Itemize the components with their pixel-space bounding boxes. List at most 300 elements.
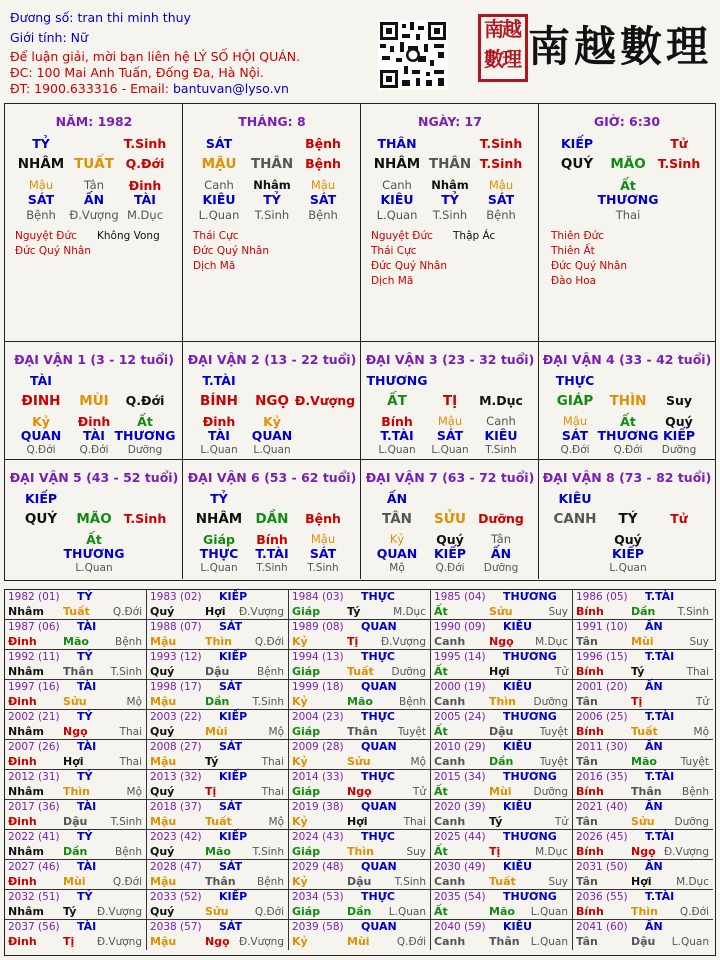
year-branch: Hợi bbox=[489, 665, 510, 678]
stem: NHÂM bbox=[373, 156, 421, 172]
year-stem: Quý bbox=[150, 785, 175, 798]
year-stem: Đinh bbox=[8, 935, 37, 948]
hidden-god: SÁT bbox=[309, 546, 337, 561]
hidden-phase: Dưỡng bbox=[661, 444, 697, 456]
hidden-god: KIÊU bbox=[202, 192, 236, 207]
stem-phase: T.Sinh bbox=[123, 136, 167, 151]
year-stem: Kỷ bbox=[292, 635, 308, 648]
year-phase: Mộ bbox=[268, 726, 284, 738]
year-branch: Sửu bbox=[631, 815, 655, 828]
year-phase: Tuyệt bbox=[397, 726, 426, 738]
year-label: 1993 (12) bbox=[150, 651, 202, 663]
hidden-stem: Bính bbox=[256, 532, 288, 547]
year-stem: Quý bbox=[150, 725, 175, 738]
year-branch: Ngọ bbox=[631, 845, 656, 858]
hidden-stem: Quý bbox=[614, 532, 642, 547]
hidden-phase: Q.Đới bbox=[435, 562, 465, 574]
year-stem: Đinh bbox=[8, 875, 37, 888]
hidden-phase: L.Quan bbox=[253, 444, 291, 456]
branch-phase: T.Sinh bbox=[657, 156, 701, 171]
year-branch: Dậu bbox=[205, 665, 230, 678]
year-phase: L.Quan bbox=[530, 936, 568, 948]
year-branch: Sửu bbox=[489, 605, 513, 618]
year-label: 2023 (42) bbox=[150, 831, 202, 843]
year-god: TỶ bbox=[77, 650, 93, 663]
year-branch: Thìn bbox=[631, 905, 658, 918]
hidden-god: TÀI bbox=[134, 192, 156, 207]
year-phase: Thai bbox=[261, 786, 284, 798]
year-stem: Đinh bbox=[8, 815, 37, 828]
hidden-stem: Đinh bbox=[128, 178, 162, 193]
year-label: 1990 (09) bbox=[434, 621, 486, 633]
hidden-phase: L.Quan bbox=[200, 444, 238, 456]
year-cell bbox=[147, 590, 289, 620]
year-stem: Bính bbox=[576, 845, 604, 858]
branch-phase: Dưỡng bbox=[478, 511, 524, 526]
year-god: ẤN bbox=[645, 920, 663, 933]
year-cell bbox=[573, 590, 713, 620]
hidden-god: ẤN bbox=[83, 192, 105, 207]
year-label: 2032 (51) bbox=[8, 891, 60, 903]
year-phase: Q.Đới bbox=[254, 636, 284, 648]
year-phase: Thai bbox=[119, 756, 142, 768]
year-god: KIẾP bbox=[219, 590, 248, 603]
dai-van-8 bbox=[539, 460, 715, 579]
chart-grid bbox=[4, 103, 716, 581]
year-cell bbox=[573, 830, 713, 860]
year-label: 1988 (07) bbox=[150, 621, 202, 633]
year-god: THỰC bbox=[361, 830, 395, 843]
year-branch: Sửu bbox=[347, 755, 371, 768]
star-note: Đức Quý Nhân bbox=[551, 260, 627, 272]
year-branch: Mão bbox=[63, 635, 89, 648]
year-phase: Dưỡng bbox=[391, 666, 426, 678]
year-branch: Tị bbox=[347, 635, 359, 648]
year-label: 2005 (24) bbox=[434, 711, 486, 723]
year-stem: Nhâm bbox=[8, 845, 44, 858]
year-label: 1998 (17) bbox=[150, 681, 202, 693]
hidden-stem: Canh bbox=[486, 414, 516, 428]
hidden-god: THƯƠNG bbox=[114, 428, 176, 443]
year-cell bbox=[289, 620, 431, 650]
year-god: QUAN bbox=[361, 860, 397, 873]
year-cell bbox=[431, 650, 573, 680]
year-god: ẤN bbox=[645, 800, 663, 813]
year-god: T.TÀI bbox=[645, 590, 675, 603]
year-label: 2030 (49) bbox=[434, 861, 486, 873]
dai-van-7 bbox=[361, 460, 539, 579]
year-branch: Mùi bbox=[347, 935, 370, 948]
year-branch: Mão bbox=[347, 695, 373, 708]
year-cell bbox=[147, 890, 289, 920]
year-cell bbox=[147, 680, 289, 710]
year-cell bbox=[147, 650, 289, 680]
year-branch: Thân bbox=[631, 785, 662, 798]
year-label: 2019 (38) bbox=[292, 801, 344, 813]
year-god: QUAN bbox=[361, 800, 397, 813]
year-phase: Dưỡng bbox=[533, 696, 568, 708]
branch-phase: M.Dục bbox=[479, 393, 523, 408]
hidden-phase: Q.Đới bbox=[613, 444, 643, 456]
year-cell bbox=[5, 710, 147, 740]
year-stem: Giáp bbox=[292, 605, 321, 618]
year-branch: Dần bbox=[347, 905, 372, 918]
hidden-god: TỶ bbox=[441, 192, 459, 207]
year-cell bbox=[289, 680, 431, 710]
dai-van-6 bbox=[183, 460, 361, 579]
hidden-phase: Thai bbox=[615, 208, 641, 222]
annual-luck-table bbox=[4, 589, 716, 956]
year-label: 2040 (59) bbox=[434, 921, 486, 933]
year-phase: Thai bbox=[686, 666, 709, 678]
year-cell bbox=[147, 770, 289, 800]
hidden-phase: M.Dục bbox=[126, 208, 164, 222]
dai-van-3 bbox=[361, 342, 539, 460]
star-note: Nguyệt Đức bbox=[15, 230, 77, 242]
year-god: THƯƠNG bbox=[503, 830, 557, 843]
stem-god: THƯƠNG bbox=[366, 373, 428, 388]
year-stem: Bính bbox=[576, 725, 604, 738]
year-god: THỰC bbox=[361, 890, 395, 903]
branch: MÃO bbox=[610, 156, 646, 172]
year-god: KIẾP bbox=[219, 890, 248, 903]
year-cell bbox=[431, 920, 573, 950]
year-phase: T.Sinh bbox=[110, 816, 142, 828]
year-phase: L.Quan bbox=[671, 936, 709, 948]
year-god: SÁT bbox=[219, 680, 243, 693]
year-label: 2033 (52) bbox=[150, 891, 202, 903]
year-god: KIẾP bbox=[219, 830, 248, 843]
hidden-god: TÀI bbox=[208, 428, 230, 443]
year-phase: Bệnh bbox=[115, 846, 142, 858]
year-god: KIÊU bbox=[503, 740, 533, 753]
hidden-god: SÁT bbox=[487, 192, 515, 207]
year-god: T.TÀI bbox=[645, 890, 675, 903]
hidden-stem: Canh bbox=[382, 178, 412, 192]
year-phase: Q.Đới bbox=[254, 906, 284, 918]
year-branch: Thìn bbox=[205, 635, 232, 648]
owner-line: Đương số: tran thi minh thuy bbox=[10, 10, 191, 25]
dai-van-title: ĐẠI VẬN 6 (53 - 62 tuổi) bbox=[187, 470, 357, 485]
year-label: 2011 (30) bbox=[576, 741, 628, 753]
year-god: KIẾP bbox=[219, 710, 248, 723]
year-cell bbox=[573, 860, 713, 890]
branch-phase: Đ.Vượng bbox=[294, 393, 356, 408]
hidden-god: QUAN bbox=[376, 546, 418, 561]
pillar-year bbox=[5, 104, 183, 342]
year-cell bbox=[573, 740, 713, 770]
year-stem: Nhâm bbox=[8, 785, 44, 798]
year-label: 2028 (47) bbox=[150, 861, 202, 873]
year-stem: Giáp bbox=[292, 785, 321, 798]
year-stem: Tân bbox=[576, 935, 598, 948]
year-god: THỰC bbox=[361, 770, 395, 783]
stem: ĐINH bbox=[21, 393, 61, 409]
hidden-stem: Giáp bbox=[203, 532, 235, 547]
branch-phase: Suy bbox=[665, 393, 693, 408]
year-cell bbox=[147, 860, 289, 890]
hidden-god: THƯƠNG bbox=[597, 428, 659, 443]
year-phase: T.Sinh bbox=[677, 606, 709, 618]
year-label: 2021 (40) bbox=[576, 801, 628, 813]
pillar-hour bbox=[539, 104, 715, 342]
hidden-phase: T.Sinh bbox=[432, 208, 468, 222]
year-branch: Dậu bbox=[489, 725, 514, 738]
year-cell bbox=[5, 830, 147, 860]
stem: CANH bbox=[553, 511, 597, 527]
year-god: THỰC bbox=[361, 650, 395, 663]
hidden-phase: T.Sinh bbox=[256, 562, 288, 574]
year-phase: T.Sinh bbox=[252, 696, 284, 708]
year-cell bbox=[573, 770, 713, 800]
year-branch: Mùi bbox=[631, 635, 654, 648]
year-stem: Ất bbox=[434, 665, 448, 678]
year-stem: Bính bbox=[576, 785, 604, 798]
year-cell bbox=[5, 800, 147, 830]
stem-god: TÀI bbox=[30, 373, 52, 388]
pillar-title: NĂM: 1982 bbox=[55, 114, 133, 129]
year-label: 2024 (43) bbox=[292, 831, 344, 843]
year-phase: Đ.Vượng bbox=[238, 606, 284, 618]
year-label: 2027 (46) bbox=[8, 861, 60, 873]
year-label: 2025 (44) bbox=[434, 831, 486, 843]
hidden-stem: Mậu bbox=[28, 178, 54, 192]
hidden-stem: Kỷ bbox=[389, 532, 405, 546]
year-god: TÀI bbox=[77, 680, 97, 693]
year-stem: Canh bbox=[434, 695, 466, 708]
year-stem: Giáp bbox=[292, 725, 321, 738]
hidden-god: SÁT bbox=[561, 428, 589, 443]
year-cell bbox=[431, 860, 573, 890]
hidden-god: T.TÀI bbox=[255, 546, 289, 561]
hidden-stem: Đinh bbox=[202, 414, 236, 429]
year-label: 2031 (50) bbox=[576, 861, 628, 873]
year-phase: Đ.Vượng bbox=[663, 846, 709, 858]
year-stem: Canh bbox=[434, 635, 466, 648]
year-branch: Thìn bbox=[347, 845, 374, 858]
hidden-stem: Canh bbox=[204, 178, 234, 192]
year-stem: Bính bbox=[576, 905, 604, 918]
year-label: 2020 (39) bbox=[434, 801, 486, 813]
year-cell bbox=[431, 680, 573, 710]
year-label: 2002 (21) bbox=[8, 711, 60, 723]
year-label: 2017 (36) bbox=[8, 801, 60, 813]
year-stem: Mậu bbox=[150, 935, 177, 948]
year-phase: Suy bbox=[689, 636, 709, 648]
year-branch: Tý bbox=[63, 905, 77, 918]
year-label: 2035 (54) bbox=[434, 891, 486, 903]
year-god: TỶ bbox=[77, 770, 93, 783]
year-branch: Tý bbox=[631, 665, 645, 678]
year-label: 1985 (04) bbox=[434, 591, 486, 603]
hidden-phase: L.Quan bbox=[376, 208, 418, 222]
year-branch: Dần bbox=[489, 755, 514, 768]
year-stem: Đinh bbox=[8, 695, 37, 708]
branch: SỬU bbox=[434, 511, 466, 527]
qr-code-icon[interactable] bbox=[378, 20, 448, 90]
year-god: TÀI bbox=[77, 920, 97, 933]
stem: TÂN bbox=[382, 511, 412, 527]
year-cell bbox=[5, 920, 147, 950]
hidden-phase: Dưỡng bbox=[127, 444, 163, 456]
stem: ẤT bbox=[387, 393, 407, 409]
year-phase: T.Sinh bbox=[394, 876, 426, 888]
year-stem: Giáp bbox=[292, 905, 321, 918]
hidden-stem: Kỷ bbox=[32, 414, 50, 429]
year-stem: Bính bbox=[576, 605, 604, 618]
hidden-stem: Kỷ bbox=[263, 414, 281, 429]
year-god: QUAN bbox=[361, 920, 397, 933]
year-branch: Tuất bbox=[347, 665, 374, 678]
dai-van-title: ĐẠI VẬN 3 (23 - 32 tuổi) bbox=[365, 352, 535, 367]
year-stem: Quý bbox=[150, 845, 175, 858]
year-phase: Đ.Vượng bbox=[96, 906, 142, 918]
year-god: SÁT bbox=[219, 800, 243, 813]
year-god: THỰC bbox=[361, 710, 395, 723]
year-phase: Mộ bbox=[693, 726, 709, 738]
year-stem: Canh bbox=[434, 935, 466, 948]
hidden-stem: Ất bbox=[86, 532, 102, 547]
year-branch: Tý bbox=[489, 815, 503, 828]
year-god: THƯƠNG bbox=[503, 710, 557, 723]
year-stem: Ất bbox=[434, 905, 448, 918]
year-god: T.TÀI bbox=[645, 830, 675, 843]
hidden-phase: L.Quan bbox=[431, 444, 469, 456]
star-note: Thiên Đức bbox=[551, 230, 605, 242]
year-phase: Q.Đới bbox=[679, 906, 709, 918]
hidden-god: TÀI bbox=[83, 428, 105, 443]
year-stem: Mậu bbox=[150, 695, 177, 708]
year-cell bbox=[431, 830, 573, 860]
year-god: KIẾP bbox=[219, 650, 248, 663]
year-cell bbox=[147, 620, 289, 650]
star-note: Thái Cực bbox=[193, 230, 239, 242]
stem-god: THỰC bbox=[555, 373, 595, 388]
year-branch: Sửu bbox=[63, 695, 87, 708]
year-phase: M.Dục bbox=[676, 876, 709, 888]
hidden-god: QUAN bbox=[251, 428, 293, 443]
hidden-stem: Quý bbox=[436, 532, 464, 547]
year-cell bbox=[5, 770, 147, 800]
branch-phase: Tử bbox=[670, 511, 688, 526]
year-cell bbox=[289, 860, 431, 890]
dai-van-title: ĐẠI VẬN 2 (13 - 22 tuổi) bbox=[187, 352, 357, 367]
year-cell bbox=[5, 620, 147, 650]
year-god: QUAN bbox=[361, 620, 397, 633]
year-label: 2003 (22) bbox=[150, 711, 202, 723]
year-cell bbox=[573, 890, 713, 920]
stem-god: SÁT bbox=[205, 136, 233, 151]
year-god: KIÊU bbox=[503, 800, 533, 813]
year-cell bbox=[5, 740, 147, 770]
hidden-phase: Đ.Vượng bbox=[69, 208, 119, 222]
year-cell bbox=[289, 800, 431, 830]
year-label: 1989 (08) bbox=[292, 621, 344, 633]
year-god: T.TÀI bbox=[645, 710, 675, 723]
year-phase: Thai bbox=[403, 816, 426, 828]
year-label: 1999 (18) bbox=[292, 681, 344, 693]
star-note: Dịch Mã bbox=[371, 275, 414, 287]
year-phase: Đ.Vượng bbox=[380, 636, 426, 648]
year-god: TỶ bbox=[77, 710, 93, 723]
pillar-title: THÁNG: 8 bbox=[238, 114, 306, 129]
year-branch: Ngọ bbox=[205, 935, 230, 948]
hidden-phase: Bệnh bbox=[26, 208, 56, 222]
year-label: 2013 (32) bbox=[150, 771, 202, 783]
year-stem: Nhâm bbox=[8, 665, 44, 678]
year-god: ẤN bbox=[645, 740, 663, 753]
year-god: T.TÀI bbox=[645, 770, 675, 783]
hidden-stem: Ất bbox=[620, 178, 636, 193]
hidden-stem: Ất bbox=[137, 414, 153, 429]
year-branch: Dậu bbox=[63, 815, 88, 828]
year-stem: Canh bbox=[434, 815, 466, 828]
year-label: 1983 (02) bbox=[150, 591, 202, 603]
stem-god: KIÊU bbox=[558, 491, 592, 506]
year-phase: Thai bbox=[261, 756, 284, 768]
year-god: SÁT bbox=[219, 920, 243, 933]
year-branch: Hợi bbox=[63, 755, 84, 768]
year-label: 1995 (14) bbox=[434, 651, 486, 663]
year-cell bbox=[5, 680, 147, 710]
year-branch: Hợi bbox=[205, 605, 226, 618]
year-cell bbox=[5, 890, 147, 920]
email-link[interactable]: bantuvan@lyso.vn bbox=[172, 81, 289, 96]
contact-line: Để luận giải, mời bạn liên hệ LÝ SỐ HỘI QUÁN. bbox=[10, 49, 301, 64]
year-label: 2015 (34) bbox=[434, 771, 486, 783]
year-god: TÀI bbox=[77, 620, 97, 633]
year-god: SÁT bbox=[219, 740, 243, 753]
hidden-phase: Bệnh bbox=[308, 208, 338, 222]
year-stem: Mậu bbox=[150, 635, 177, 648]
year-phase: Tuyệt bbox=[539, 726, 568, 738]
year-god: TÀI bbox=[77, 740, 97, 753]
branch-phase: Q.Đới bbox=[125, 156, 165, 171]
hidden-god: KIẾP bbox=[611, 546, 645, 561]
year-cell bbox=[431, 890, 573, 920]
dai-van-title: ĐẠI VẬN 8 (73 - 82 tuổi) bbox=[542, 470, 712, 485]
year-stem: Ất bbox=[434, 605, 448, 618]
hidden-stem: Mậu bbox=[488, 178, 514, 192]
star-note: Nguyệt Đức bbox=[371, 230, 433, 242]
year-phase: Q.Đới bbox=[396, 936, 426, 948]
year-stem: Ất bbox=[434, 785, 448, 798]
stem-phase: Bệnh bbox=[305, 136, 341, 151]
hidden-god: THƯƠNG bbox=[63, 546, 125, 561]
year-label: 2001 (20) bbox=[576, 681, 628, 693]
star-note: Thái Cực bbox=[371, 245, 417, 257]
stem: MẬU bbox=[201, 156, 237, 172]
hidden-stem: Mậu bbox=[562, 414, 588, 428]
year-god: TÀI bbox=[77, 800, 97, 813]
year-cell bbox=[573, 680, 713, 710]
year-branch: Dậu bbox=[347, 875, 372, 888]
year-label: 2038 (57) bbox=[150, 921, 202, 933]
year-phase: Tử bbox=[554, 666, 568, 678]
year-label: 2034 (53) bbox=[292, 891, 344, 903]
year-cell bbox=[289, 770, 431, 800]
branch: THÂN bbox=[250, 156, 294, 172]
year-god: QUAN bbox=[361, 740, 397, 753]
hidden-phase: T.Sinh bbox=[254, 208, 290, 222]
year-cell bbox=[573, 710, 713, 740]
branch: TÝ bbox=[618, 511, 638, 527]
year-cell bbox=[289, 830, 431, 860]
year-label: 1986 (05) bbox=[576, 591, 628, 603]
year-phase: M.Dục bbox=[393, 606, 426, 618]
year-branch: Mùi bbox=[489, 785, 512, 798]
year-label: 1997 (16) bbox=[8, 681, 60, 693]
